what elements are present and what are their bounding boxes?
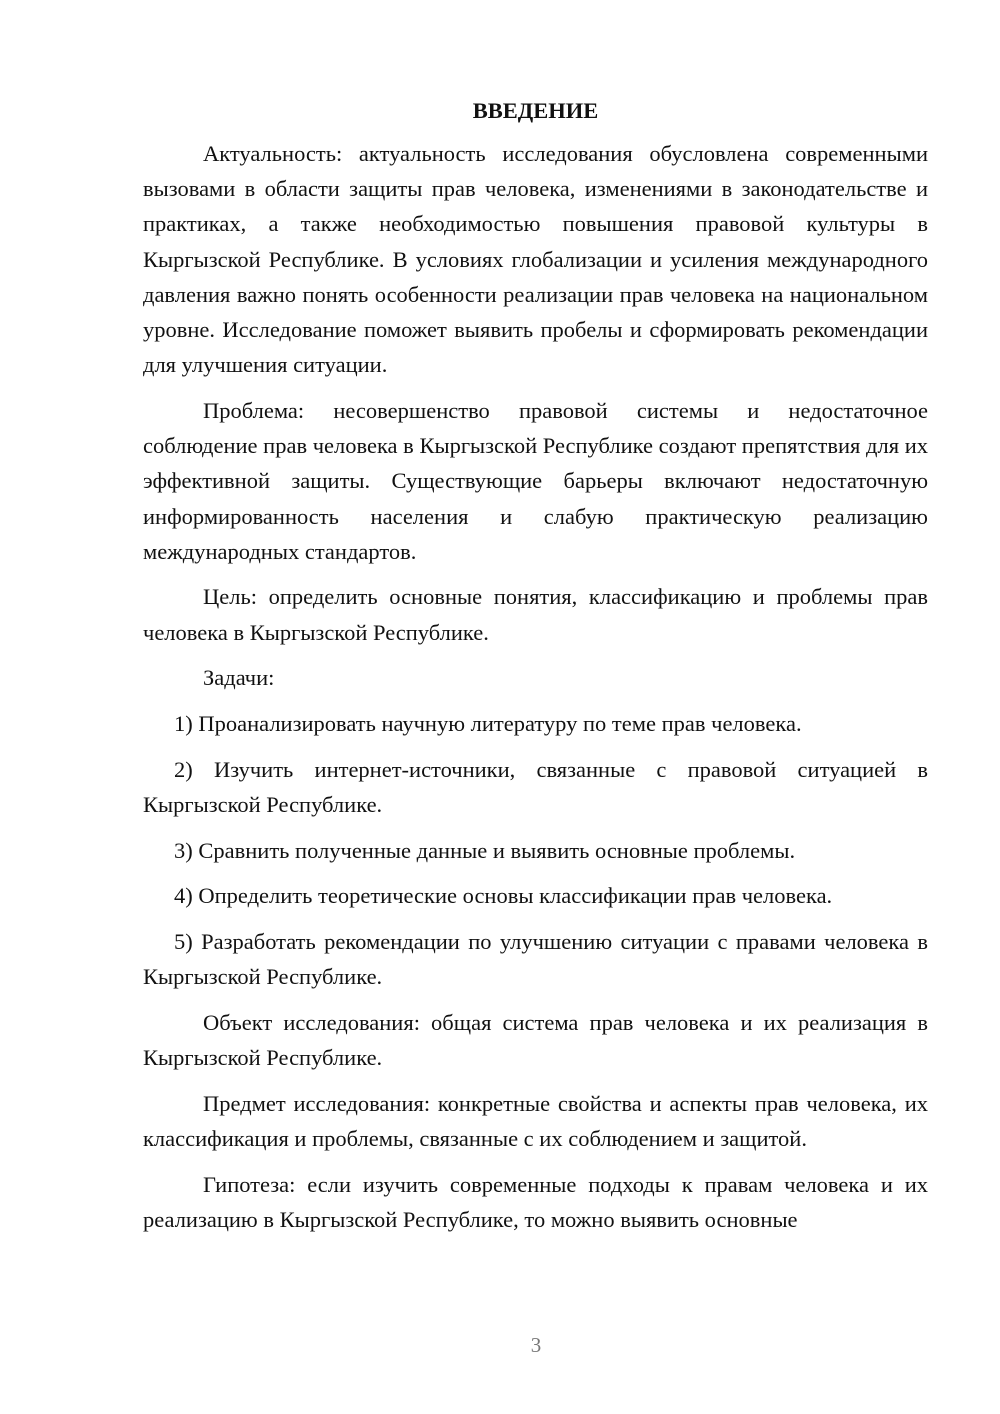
- document-page: [143, 96, 928, 1237]
- paragraph-tasks-heading: Задачи:: [203, 665, 275, 691]
- page-number: 3: [530, 1333, 542, 1357]
- task-item-4: 4) Определить теоретические основы классификации прав человека.: [174, 883, 833, 909]
- paragraph-problem: Проблема: несовершенство правовой системы и недостаточное соблюдение прав человека в Кыргызской Республике создают препятствия для их эффективной защиты. Существующие барьеры включают недостаточную информированность населения и слабую практическую реализацию международных стандартов.: [143, 397, 928, 564]
- paragraph-hypothesis: Гипотеза: если изучить современные подходы к правам человека и их реализацию в Кыргызской Республике, то можно выявить основные: [143, 1171, 928, 1232]
- task-item-2: 2) Изучить интернет-источники, связанные с правовой ситуацией в Кыргызской Республике.: [143, 756, 928, 817]
- paragraph-object: Объект исследования: общая система прав человека и их реализация в Кыргызской Республике.: [143, 1009, 928, 1071]
- page-title: ВВЕДЕНИЕ: [472, 98, 599, 123]
- task-item-3: 3) Сравнить полученные данные и выявить основные проблемы.: [174, 837, 796, 863]
- paragraph-relevance: Актуальность: актуальность исследования обусловлена современными вызовами в области защиты прав человека, изменениями в законодательстве и практиках, а также необходимостью повышения правовой культуры в Кыргызской Республике. В условиях глобализации и усиления международного давления важно понять особенности реализации прав человека на национальном уровне. Исследование поможет выявить пробелы и сформировать рекомендации для улучшения ситуации.: [143, 141, 928, 378]
- task-item-1: 1) Проанализировать научную литературу по теме прав человека.: [174, 711, 802, 737]
- task-item-5: 5) Разработать рекомендации по улучшению ситуации с правами человека в Кыргызской Республике.: [143, 929, 928, 990]
- paragraph-goal: Цель: определить основные понятия, классификацию и проблемы прав человека в Кыргызской Республике.: [143, 584, 928, 645]
- paragraph-subject: Предмет исследования: конкретные свойства и аспекты прав человека, их классификация и проблемы, связанные с их соблюдением и защитой.: [143, 1090, 928, 1152]
